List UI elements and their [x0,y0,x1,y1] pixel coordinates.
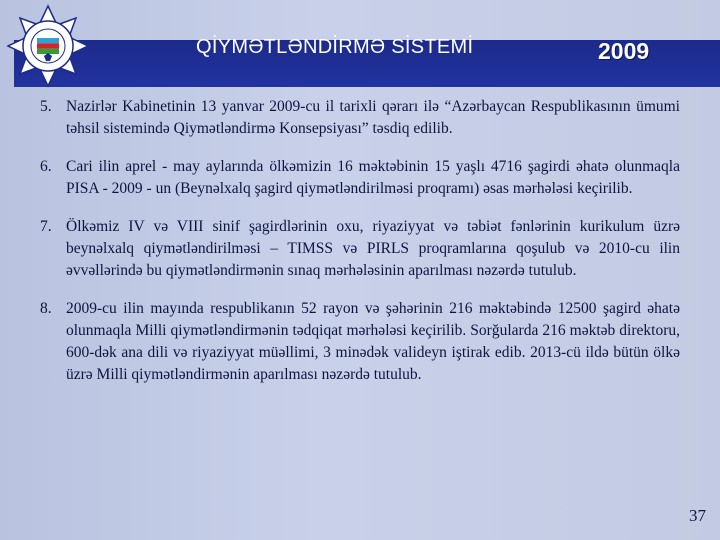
item-text: Nazirlər Kabinetinin 13 yanvar 2009-cu il tarixli qərarı ilə “Azərbaycan Respublikasının ümumi təhsil sistemində Qiymətləndirmə Konsepsiyası” təsdiq edilib. [66,98,680,137]
list-item [40,298,680,386]
page-number: 37 [689,506,706,525]
item-number: 7. [40,218,52,235]
list-item [40,156,680,200]
item-number: 6. [40,158,52,175]
item-number: 8. [40,300,52,317]
content-list [40,96,680,402]
slide-title: QİYMƏTLƏNDİRMƏ SİSTEMİ [196,36,474,58]
item-text: Cari ilin aprel - may aylarında ölkəmizin 16 məktəbinin 15 yaşlı 4716 şagirdi əhatə olunmaqla PISA - 2009 - un (Beynəlxalq şagird qiymətləndirilməsi proqramı) əsas mərhələsi keçirilib. [66,158,680,197]
item-text: 2009-cu ilin mayında respublikanın 52 rayon və şəhərinin 216 məktəbində 12500 şagird əhatə olunmaqla Milli qiymətləndirmənin tədqiqat mərhələsi keçirilib. Sorğularda 216 məktəb direktoru, 600-dək ana dili və riyaziyyat müəllimi, 3 minədək valideyn iştirak edib. 2013-cü ildə bütün ölkə üzrə Milli qiymətləndirmənin aparılması nəzərdə tutulub. [66,300,680,383]
list-item [40,216,680,282]
ministry-logo [6,4,90,88]
item-number: 5. [40,98,52,115]
item-text: Ölkəmiz IV və VIII sinif şagirdlərinin oxu, riyaziyyat və təbiət fənlərinin kurikulum üzrə beynəlxalq qiymətləndirilməsi – TIMSS və PIRLS proqramlarına qoşulub və 2010-cu ilin əvvəllərində bu qiymətləndirmənin sınaq mərhələsinin aparılması nəzərdə tutulub. [66,218,680,279]
list-item [40,96,680,140]
year-label: 2009 [598,38,650,64]
